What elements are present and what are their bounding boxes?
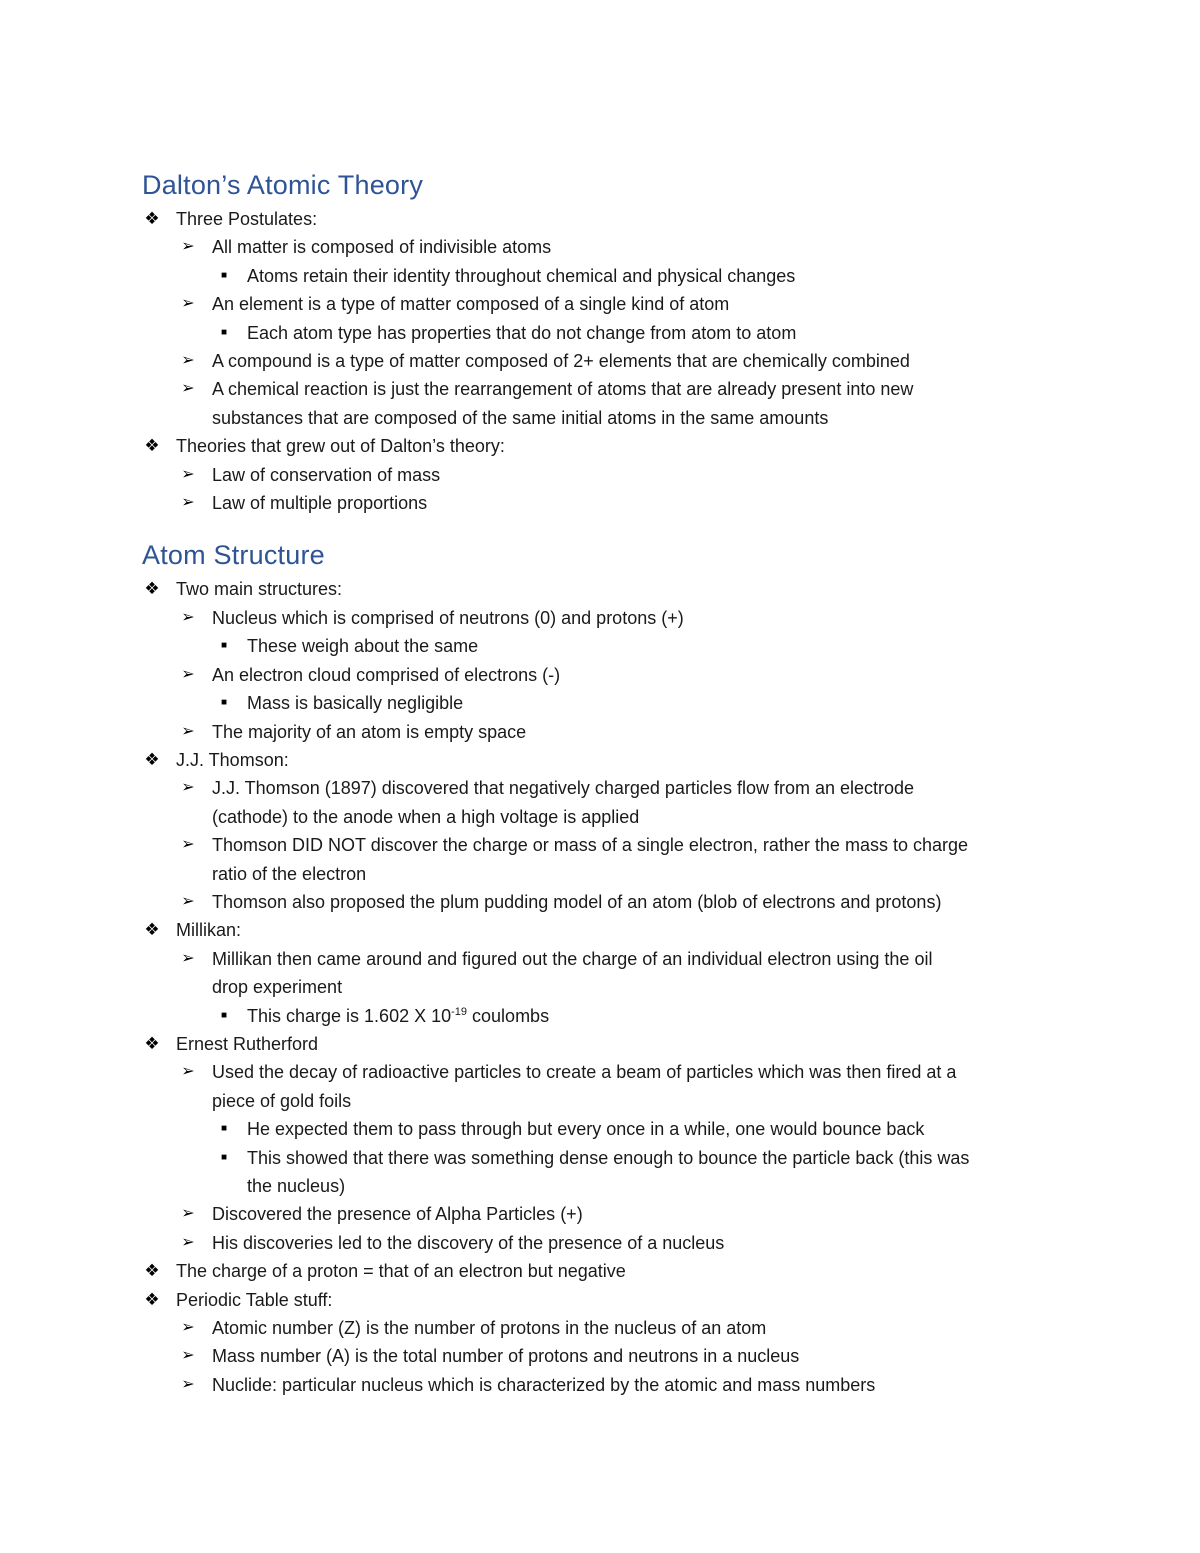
square-bullet-icon: ■ (220, 640, 228, 652)
daltons-theory-list (142, 205, 1080, 517)
list-item: ➢ Thomson also proposed the plum pudding model of an atom (blob of electrons and protons) (142, 888, 1080, 916)
diamond-bullet-icon: ❖ (144, 749, 160, 769)
list-item: ❖ Two main structures: (142, 575, 1080, 603)
arrow-bullet-icon: ➢ (181, 1347, 195, 1365)
list-item-continuation: the nucleus) (247, 1176, 346, 1196)
list-item: ■ This charge is 1.602 X $10^{-19}$ coulombs (142, 1002, 1080, 1030)
arrow-bullet-icon: ➢ (181, 949, 195, 967)
list-item: ➢ Nuclide: particular nucleus which is characterized by the atomic and mass numbers (142, 1371, 1080, 1399)
list-item: ➢ Used the decay of radioactive particles to create a beam of particles which was then fired at a (142, 1058, 1080, 1086)
square-bullet-icon: ■ (220, 269, 228, 281)
list-item: ➢ Nucleus which is comprised of neutrons (0) and protons (+) (142, 604, 1080, 632)
list-item: ■ Mass is basically negligible (142, 689, 1080, 717)
list-item: ❖ J.J. Thomson: (142, 746, 1080, 774)
arrow-bullet-icon: ➢ (181, 238, 195, 256)
square-bullet-icon: ■ (220, 697, 228, 709)
arrow-bullet-icon: ➢ (181, 1063, 195, 1081)
arrow-bullet-icon: ➢ (181, 352, 195, 370)
square-bullet-icon: ■ (220, 1151, 228, 1163)
exponent: -19 (451, 1005, 468, 1018)
square-bullet-icon: ■ (220, 1123, 228, 1135)
arrow-bullet-icon: ➢ (181, 608, 195, 626)
arrow-bullet-icon: ➢ (181, 665, 195, 683)
diamond-bullet-icon: ❖ (144, 920, 160, 940)
list-item-continuation: substances that are composed of the same initial atoms in the same amounts (212, 407, 829, 428)
arrow-bullet-icon: ➢ (181, 494, 195, 512)
list-item-continuation: drop experiment (212, 977, 343, 998)
list-item: ➢ Law of multiple proportions (142, 489, 1080, 517)
list-item: ➢ Atomic number (Z) is the number of protons in the nucleus of an atom (142, 1314, 1080, 1342)
arrow-bullet-icon: ➢ (181, 380, 195, 398)
list-item: ■ These weigh about the same (142, 632, 1080, 660)
arrow-bullet-icon: ➢ (181, 892, 195, 910)
list-item: ❖ Three Postulates: (142, 205, 1080, 233)
list-item: ❖ Ernest Rutherford (142, 1030, 1080, 1058)
section-heading-daltons-theory: Dalton’s Atomic Theory (142, 170, 424, 200)
diamond-bullet-icon: ❖ (144, 436, 160, 456)
arrow-bullet-icon: ➢ (181, 1233, 195, 1251)
list-item: ➢ The majority of an atom is empty space (142, 718, 1080, 746)
list-item: ➢ His discoveries led to the discovery of the presence of a nucleus (142, 1229, 1080, 1257)
list-item: ➢ A chemical reaction is just the rearrangement of atoms that are already present into new (142, 375, 1080, 403)
arrow-bullet-icon: ➢ (181, 722, 195, 740)
list-item: ■ He expected them to pass through but every once in a while, one would bounce back (142, 1115, 1080, 1143)
arrow-bullet-icon: ➢ (181, 1205, 195, 1223)
atom-structure-list (142, 575, 1080, 1399)
list-item: ❖ Millikan: (142, 916, 1080, 944)
arrow-bullet-icon: ➢ (181, 1319, 195, 1337)
list-item-continuation: piece of gold foils (212, 1090, 352, 1111)
list-item: ➢ An electron cloud comprised of electrons (-) (142, 661, 1080, 689)
diamond-bullet-icon: ❖ (144, 1261, 160, 1281)
list-item: ➢ Discovered the presence of Alpha Particles (+) (142, 1200, 1080, 1228)
square-bullet-icon: ■ (220, 326, 228, 338)
diamond-bullet-icon: ❖ (144, 209, 160, 228)
list-item: ❖ Theories that grew out of Dalton’s theory: (142, 432, 1080, 460)
list-item: ➢ All matter is composed of indivisible atoms (142, 233, 1080, 261)
diamond-bullet-icon: ❖ (144, 1289, 160, 1309)
arrow-bullet-icon: ➢ (181, 1375, 195, 1393)
list-item: ■ Atoms retain their identity throughout chemical and physical changes (142, 262, 1080, 290)
list-item-continuation: (cathode) to the anode when a high voltage is applied (212, 806, 640, 827)
list-item: ❖ Periodic Table stuff: (142, 1286, 1080, 1314)
list-item-continuation: ratio of the electron (212, 863, 367, 884)
diamond-bullet-icon: ❖ (144, 579, 160, 599)
list-item: ■ Each atom type has properties that do not change from atom to atom (142, 319, 1080, 347)
square-bullet-icon: ■ (220, 1009, 228, 1021)
arrow-bullet-icon: ➢ (181, 295, 195, 313)
list-item: ■ This showed that there was something dense enough to bounce the particle back (this was (142, 1144, 1080, 1172)
list-item: ➢ A compound is a type of matter composed of 2+ elements that are chemically combined (142, 347, 1080, 375)
list-item: ➢ Mass number (A) is the total number of protons and neutrons in a nucleus (142, 1342, 1080, 1370)
list-item: ➢ Millikan then came around and figured out the charge of an individual electron using the oil (142, 945, 1080, 973)
list-item: ➢ Thomson DID NOT discover the charge or mass of a single electron, rather the mass to charge (142, 831, 1080, 859)
section-heading-atom-structure: Atom Structure (142, 540, 325, 571)
list-item: ➢ An element is a type of matter composed of a single kind of atom (142, 290, 1080, 318)
list-item: ➢ J.J. Thomson (1897) discovered that negatively charged particles flow from an electrode (142, 774, 1080, 802)
arrow-bullet-icon: ➢ (181, 779, 195, 797)
list-item: ➢ Law of conservation of mass (142, 461, 1080, 489)
arrow-bullet-icon: ➢ (181, 465, 195, 483)
diamond-bullet-icon: ❖ (144, 1033, 160, 1053)
arrow-bullet-icon: ➢ (181, 836, 195, 854)
list-item: ❖ The charge of a proton = that of an electron but negative (142, 1257, 1080, 1285)
